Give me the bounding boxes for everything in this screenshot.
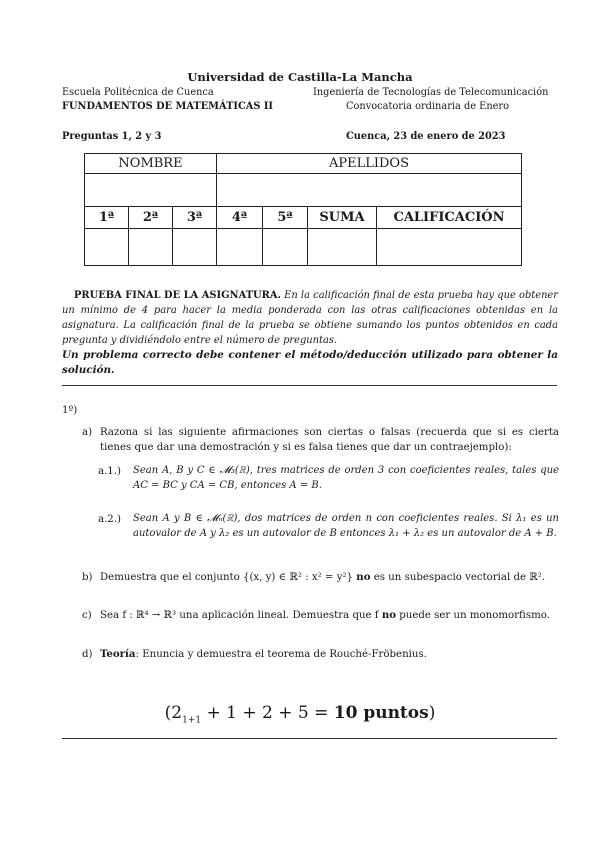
score-cell-1[interactable] xyxy=(85,229,129,266)
exam-date: Cuenca, 23 de enero de 2023 xyxy=(346,131,506,142)
part-a1-text: Sean A, B y C ∈ 𝓜₃(ℝ), tres matrices de orden 3 con coeficientes reales, tales que AC = BC y CA = CB, entonces A = B. xyxy=(133,465,559,491)
part-c-label: c) xyxy=(82,610,92,621)
score-subscript: 1+1 xyxy=(182,715,202,726)
part-b-text-1: Demuestra que el conjunto {(x, y) ∈ ℝ² : x² = y²} xyxy=(100,572,354,583)
part-d-bold: Teoría xyxy=(100,648,136,660)
score-open: (2 xyxy=(164,703,183,723)
school-name: Escuela Politécnica de Cuenca xyxy=(62,87,214,98)
part-d-rest: : Enuncia y demuestra el teorema de Rouché-Fröbenius. xyxy=(135,649,427,660)
question-col-3: 3ª xyxy=(173,207,217,229)
exam-call: Convocatoria ordinaria de Enero xyxy=(346,101,510,112)
degree-name: Ingeniería de Tecnologías de Telecomunicación xyxy=(313,87,549,98)
part-c-text-2: puede ser un monomorfismo. xyxy=(399,610,550,621)
score-formula xyxy=(0,703,600,725)
surname-field[interactable] xyxy=(217,174,522,207)
name-field[interactable] xyxy=(85,174,217,207)
course-name: FUNDAMENTOS DE MATEMÁTICAS II xyxy=(62,101,274,112)
part-b-bold: no xyxy=(356,571,371,583)
instructions-note: Un problema correcto debe contener el método/deducción utilizado para obtener la solución. xyxy=(62,349,558,376)
part-a2-text: Sean A y B ∈ 𝓜ₙ(ℝ), dos matrices de orden n con coeficientes reales. Si λ₁ es un autovalor de A y λ₂ es un autovalor de B entonces λ₁ + λ₂ es un autovalor de A + B. xyxy=(133,513,559,539)
score-cell-2[interactable] xyxy=(129,229,173,266)
question-col-1: 1ª xyxy=(85,207,129,229)
score-close: ) xyxy=(428,703,436,723)
name-header: NOMBRE xyxy=(85,154,217,174)
instructions-text: En la calificación final de esta prueba hay que obtener un mínimo de 4 para hacer la media ponderada con las otras calificaciones obtenidas en la asignatura. La calificación final de la prueba se obtiene sumando los puntos obtenidos en cada pregunta y dividiéndolo entre el número de preguntas. xyxy=(62,290,558,346)
sum-header: SUMA xyxy=(308,207,377,229)
score-total: 10 puntos xyxy=(333,703,429,723)
sum-cell[interactable] xyxy=(308,229,377,266)
question-col-5: 5ª xyxy=(263,207,308,229)
part-c-bold: no xyxy=(381,609,397,621)
surname-header: APELLIDOS xyxy=(217,154,522,174)
question-col-4: 4ª xyxy=(217,207,263,229)
score-cell-3[interactable] xyxy=(173,229,217,266)
part-c-text-1: Sea f : ℝ⁴ → ℝ³ una aplicación lineal. Demuestra que f xyxy=(100,610,379,621)
part-a1-label: a.1.) xyxy=(98,466,122,477)
part-a2-label: a.2.) xyxy=(98,514,122,525)
student-grade-table xyxy=(84,153,522,266)
part-b-text-2: es un subespacio vectorial de ℝ². xyxy=(373,572,546,583)
grade-header: CALIFICACIÓN xyxy=(377,207,522,229)
questions-label: Preguntas 1, 2 y 3 xyxy=(62,131,162,142)
exam-instructions xyxy=(62,288,558,378)
part-a-text: Razona si las siguiente afirmaciones son ciertas o falsas (recuerda que si es cierta tienes que dar una demostración y si es falsa tienes que dar un contraejemplo): xyxy=(100,427,559,453)
university-title: Universidad de Castilla-La Mancha xyxy=(187,70,413,84)
question-col-2: 2ª xyxy=(129,207,173,229)
part-b-text xyxy=(100,570,560,585)
score-cell-5[interactable] xyxy=(263,229,308,266)
part-d-text xyxy=(100,647,560,662)
top-divider xyxy=(62,385,557,386)
part-a-label: a) xyxy=(82,427,93,438)
part-b-label: b) xyxy=(82,572,93,583)
bottom-divider xyxy=(62,738,557,739)
score-cell-4[interactable] xyxy=(217,229,263,266)
grade-cell[interactable] xyxy=(377,229,522,266)
part-c-text xyxy=(100,608,560,623)
part-d-label: d) xyxy=(82,649,93,660)
instructions-title: PRUEBA FINAL DE LA ASIGNATURA. xyxy=(74,290,281,301)
problem-number: 1º) xyxy=(62,405,78,416)
score-rest: + 1 + 2 + 5 = xyxy=(201,703,334,723)
